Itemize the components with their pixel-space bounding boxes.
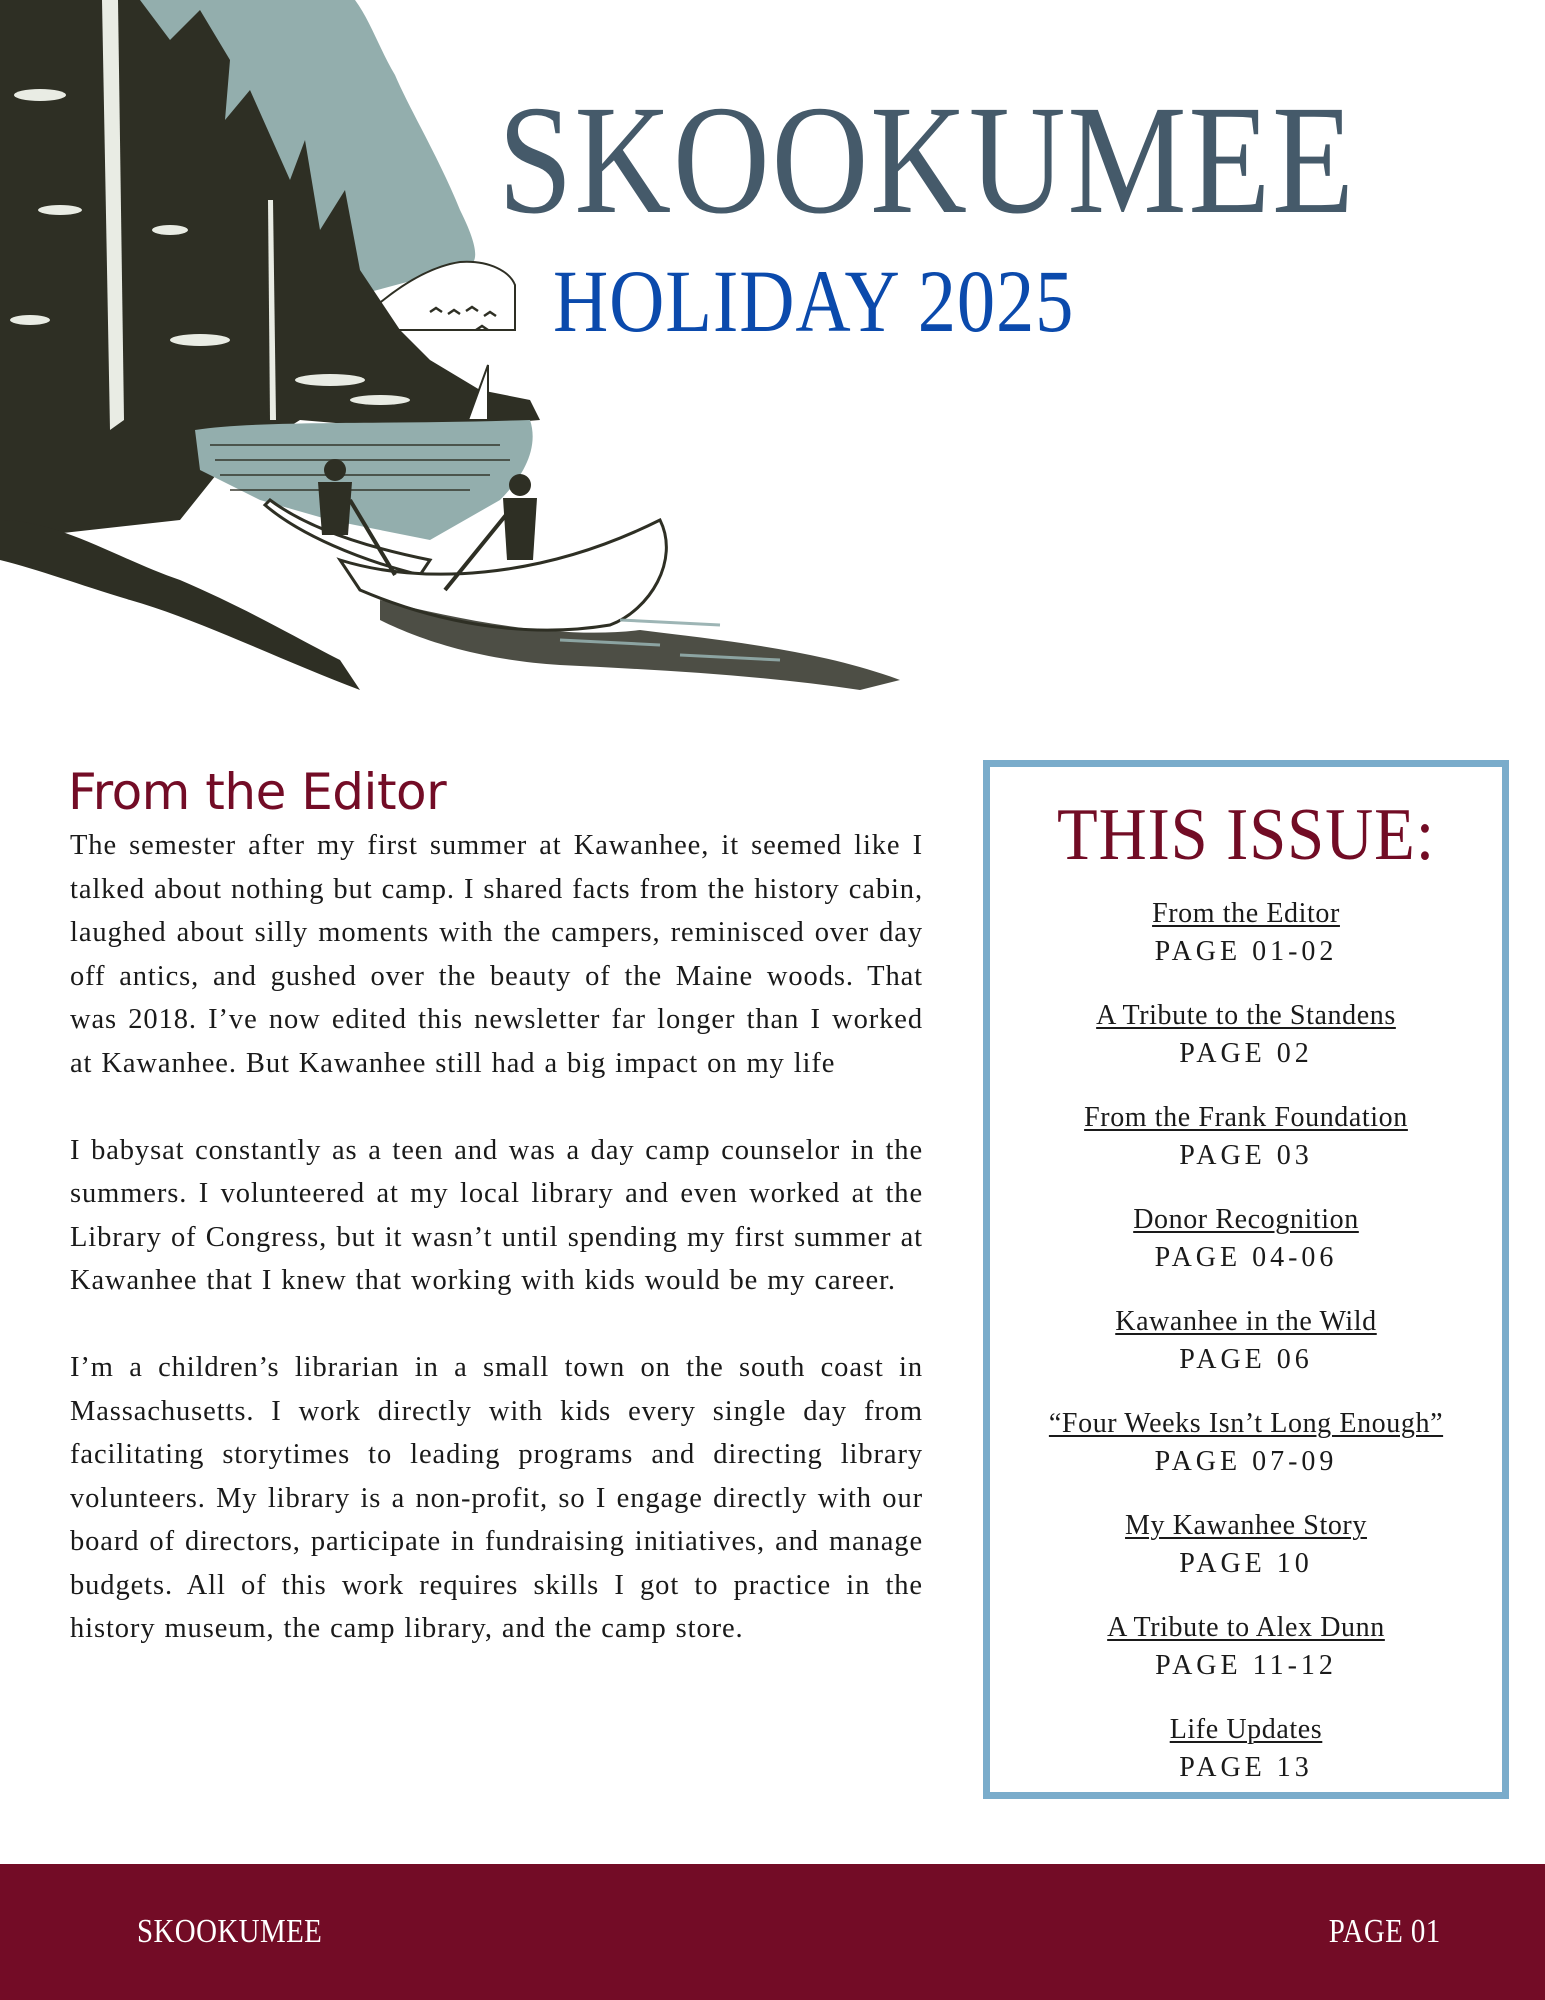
footer-page-number: PAGE 01 [1329,1913,1441,1950]
toc-link-my-kawanhee-story[interactable]: My Kawanhee Story [1125,1510,1367,1541]
toc-page-number: PAGE 01-02 [1154,936,1338,967]
editor-paragraph: The semester after my first summer at Kawanhee, it seemed like I talked about nothing but camp. I shared facts from the history cabin, laughed about silly moments with the campers, reminisced over day off antics, and gushed over the beauty of the Maine woods. That was 2018. I’ve now edited this newsletter far longer than I worked at Kawanhee. But Kawanhee still had a big impact on my life [70,830,923,1079]
toc-list [990,895,1502,1813]
toc-item [990,997,1502,1099]
toc-page-number: PAGE 07-09 [1154,1446,1338,1477]
toc-item [990,895,1502,997]
toc-page-number: PAGE 11-12 [1155,1650,1337,1681]
toc-link-frank-foundation[interactable]: From the Frank Foundation [1084,1102,1408,1133]
toc-link-tribute-standens[interactable]: A Tribute to the Standens [1096,1000,1396,1031]
editor-paragraph: I babysat constantly as a teen and was a day camp counselor in the summers. I volunteered at my local library and even worked at the Library of Congress, but it wasn’t until spending my first summer at Kawanhee that I knew that working with kids would be my career. [70,1134,923,1296]
toc-item [990,1303,1502,1405]
page-footer [0,1864,1545,2000]
toc-link-tribute-alex-dunn[interactable]: A Tribute to Alex Dunn [1107,1612,1385,1643]
footer-publication-name: SKOOKUMEE [137,1913,323,1950]
toc-link-kawanhee-in-the-wild[interactable]: Kawanhee in the Wild [1115,1306,1377,1337]
toc-page-number: PAGE 03 [1179,1140,1313,1171]
editor-section [70,760,923,1651]
toc-item [990,1201,1502,1303]
toc-link-life-updates[interactable]: Life Updates [1169,1714,1323,1745]
toc-item [990,1507,1502,1609]
toc-page-number: PAGE 06 [1179,1344,1313,1375]
toc-page-number: PAGE 13 [1179,1752,1313,1783]
toc-link-from-the-editor[interactable]: From the Editor [1152,898,1340,929]
toc-item [990,1405,1502,1507]
toc-title-text: THIS ISSUE: [1056,794,1436,876]
toc-page-number: PAGE 04-06 [1154,1242,1338,1273]
toc-item [990,1711,1502,1813]
toc-link-four-weeks[interactable]: “Four Weeks Isn’t Long Enough” [1048,1408,1444,1439]
table-of-contents [983,760,1509,1799]
toc-item [990,1099,1502,1201]
newsletter-title: SKOOKUMEE [498,73,1356,246]
editor-heading: From the Editor [68,763,447,821]
toc-page-number: PAGE 02 [1179,1038,1313,1069]
toc-page-number: PAGE 10 [1179,1548,1313,1579]
editor-paragraph: I’m a children’s librarian in a small town on the south coast in Massachusetts. I work directly with kids every single day from facilitating storytimes to leading programs and directing library volunteers. My library is a non-profit, so I engage directly with our board of directors, participate in fundraising initiatives, and manage budgets. All of this work requires skills I got to practice in the history museum, the camp library, and the camp store. [70,1352,923,1644]
toc-link-donor-recognition[interactable]: Donor Recognition [1133,1204,1359,1235]
issue-label: HOLIDAY 2025 [553,253,1075,351]
toc-title [990,795,1502,875]
toc-item [990,1609,1502,1711]
